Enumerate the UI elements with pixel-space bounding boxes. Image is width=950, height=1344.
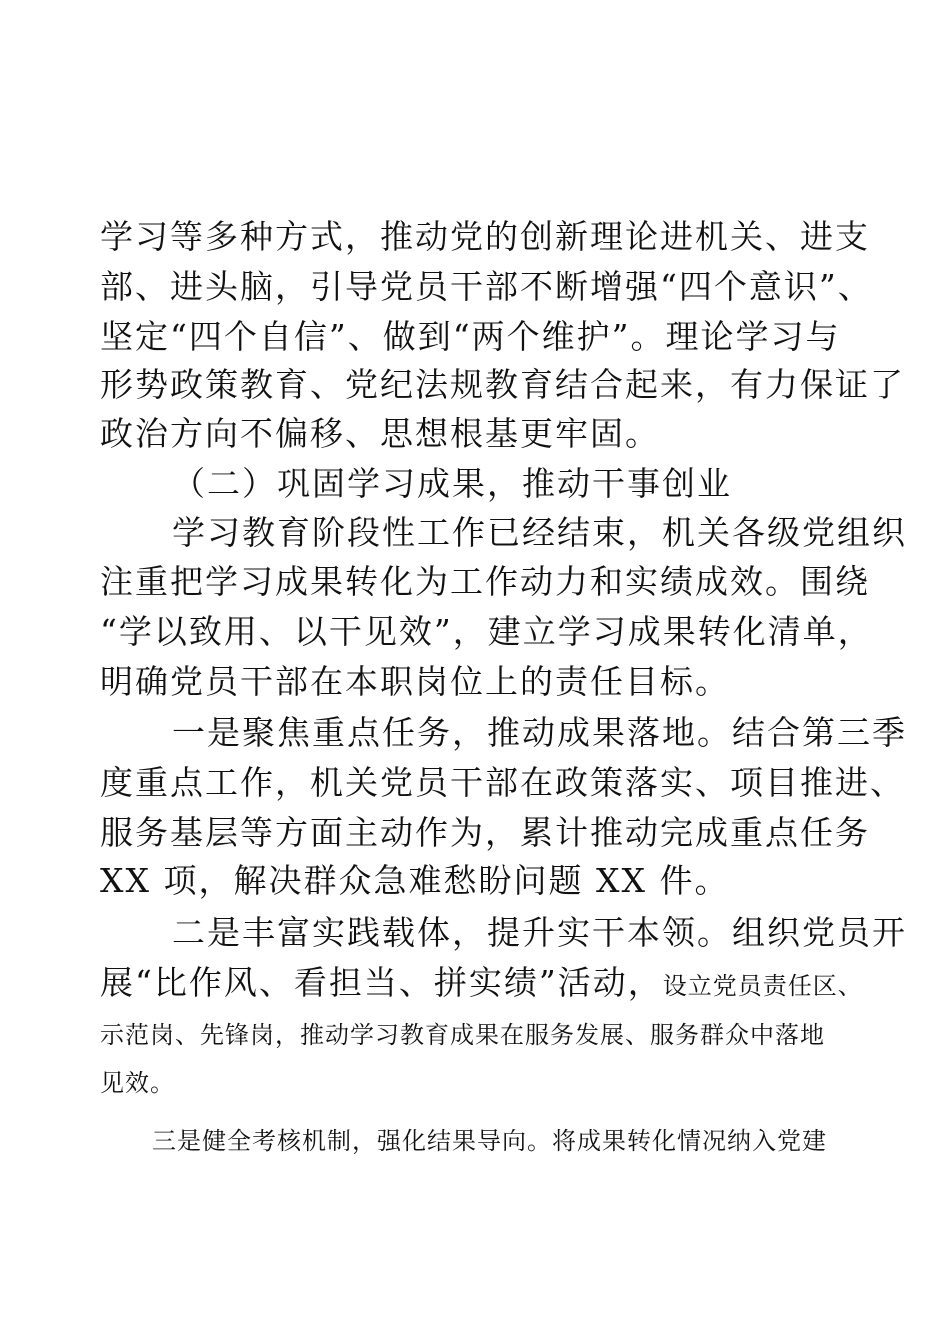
paragraph-line: 形势政策教育、党纪法规教育结合起来，有力保证了 (100, 365, 905, 404)
paragraph-line: 示范岗、先锋岗，推动学习教育成果在服务发展、服务群众中落地 (100, 1021, 825, 1049)
paragraph-line (100, 960, 863, 1009)
paragraph-text: 展“比作风、看担当、拼实绩”活动， (100, 963, 663, 1002)
paragraph-line: 服务基层等方面主动作为，累计推动完成重点任务 (100, 813, 870, 852)
paragraph-line: 明确党员干部在本职岗位上的责任目标。 (100, 662, 730, 701)
paragraph-line: 见效。 (100, 1069, 175, 1097)
paragraph-line: 政治方向不偏移、思想根基更牢固。 (100, 414, 660, 453)
paragraph-line: 一是聚焦重点任务，推动成果落地。结合第三季 (172, 713, 907, 752)
paragraph-line: 三是健全考核机制，强化结果导向。将成果转化情况纳入党建 (152, 1127, 827, 1155)
paragraph-text-small: 设立党员责任区、 (662, 972, 863, 1000)
paragraph-line: 二是丰富实践载体，提升实干本领。组织党员开 (172, 913, 907, 952)
paragraph-line: 学习等多种方式，推动党的创新理论进机关、进支 (100, 217, 870, 256)
paragraph-line: 学习教育阶段性工作已经结束，机关各级党组织 (172, 513, 907, 552)
paragraph-line: 注重把学习成果转化为工作动力和实绩成效。围绕 (100, 562, 870, 601)
paragraph-line: 坚定“四个自信”、做到“两个维护”。理论学习与 (100, 317, 841, 356)
paragraph-line: “学以致用、以干见效”，建立学习成果转化清单， (100, 612, 873, 651)
paragraph-line: 度重点工作，机关党员干部在政策落实、项目推进、 (100, 763, 905, 802)
paragraph-line: 部、进头脑，引导党员干部不断增强“四个意识”、 (100, 267, 873, 306)
section-heading: （二）巩固学习成果，推动干事创业 (172, 464, 732, 503)
paragraph-line: XX 项，解决群众急难愁盼问题 XX 件。 (100, 861, 730, 900)
